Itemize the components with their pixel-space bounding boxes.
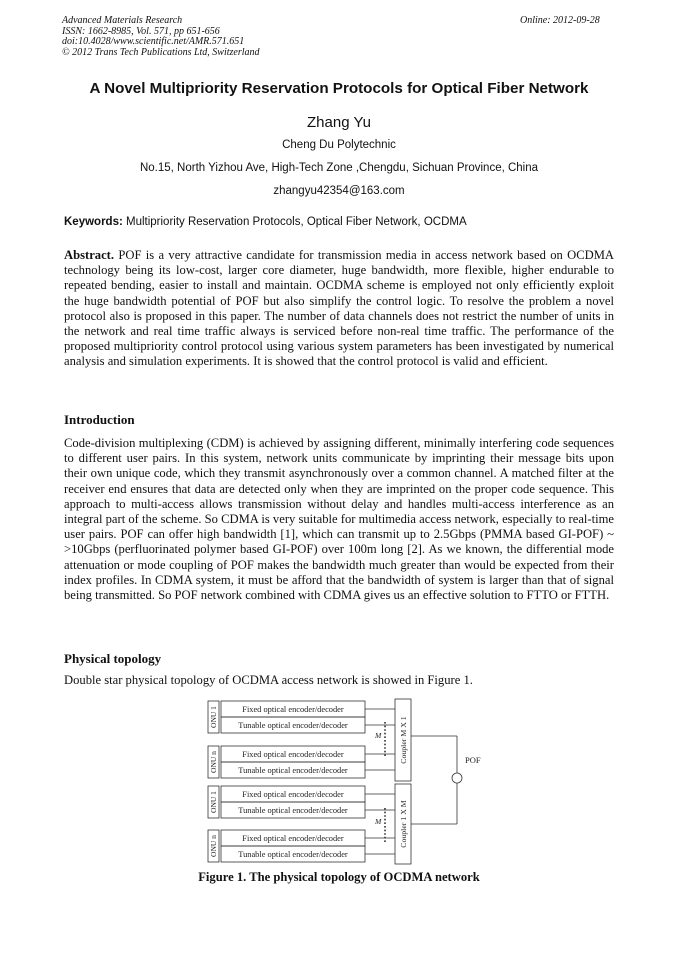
onu-label: ONU n xyxy=(209,835,218,857)
physical-topology-text: Double star physical topology of OCDMA access network is showed in Figure 1. xyxy=(64,673,473,687)
keywords-label: Keywords: xyxy=(64,216,123,228)
onu-label: ONU n xyxy=(209,751,218,773)
author-name: Zhang Yu xyxy=(307,114,371,131)
copyright-line: © 2012 Trans Tech Publications Ltd, Switzerland xyxy=(62,46,260,58)
fixed-encoder-label: Fixed optical encoder/decoder xyxy=(242,790,344,799)
pof-link xyxy=(411,736,481,824)
abstract xyxy=(64,248,614,370)
author-email: zhangyu42354@163.com xyxy=(273,185,405,197)
onu-unit xyxy=(208,830,365,862)
onu-label: ONU 1 xyxy=(209,791,218,813)
keywords xyxy=(64,216,467,228)
keywords-text: Multipriority Reservation Protocols, Optical Fiber Network, OCDMA xyxy=(126,216,467,228)
affiliation-institution: Cheng Du Polytechnic xyxy=(282,139,396,151)
figure-caption: Figure 1. The physical topology of OCDMA network xyxy=(198,870,480,884)
online-date: Online: 2012-09-28 xyxy=(520,15,600,26)
fixed-encoder-label: Fixed optical encoder/decoder xyxy=(242,834,344,843)
physical-topology-heading: Physical topology xyxy=(64,651,162,666)
affiliation-address: No.15, North Yizhou Ave, High-Tech Zone ,Chengdu, Sichuan Province, China xyxy=(139,162,539,174)
coupler-label: Coupler M X 1 xyxy=(399,716,408,764)
fixed-encoder-label: Fixed optical encoder/decoder xyxy=(242,750,344,759)
onu-group-top xyxy=(208,699,411,781)
tunable-encoder-label: Tunable optical encoder/decoder xyxy=(238,766,348,775)
onu-unit xyxy=(208,701,365,733)
abstract-label: Abstract. xyxy=(64,248,115,262)
issn-line: ISSN: 1662-8985, Vol. 571, pp 651-656 xyxy=(62,25,220,37)
abstract-text: POF is a very attractive candidate for transmission media in access network based on OCDMA technology being its low-cost, larger core diameter, huge bandwidth, more flexible, higher endurable to repeated bending, easier to install and maintain. OCDMA scheme is employed not only efficiently exploit the huge bandwidth potential of POF but also simplify the control logic. To resolve the problem a novel protocol also is proposed in this paper. The number of data channels does not restrict the number of units in the network and real time traffic always is serviced before non-real time traffic. The performance of the proposed multipriority control protocol using various system parameters has been investigated by numerical analysis and simulation experiments. It is showed that the control protocol is valid and efficient. xyxy=(64,248,614,369)
fixed-encoder-label: Fixed optical encoder/decoder xyxy=(242,705,344,714)
m-label: M xyxy=(375,731,382,740)
doi-line: doi:10.4028/www.scientific.net/AMR.571.651 xyxy=(62,36,245,47)
onu-unit xyxy=(208,786,365,818)
introduction-text: Code-division multiplexing (CDM) is achieved by assigning different, minimally interfering code sequences to different user pairs. In this system, network units communicate by imprinting their message bits upon their own unique code, which they transmit asynchronously over a common channel. A matched filter at the receiver end ensures that data are detected only when they are imprinted on the proper code sequence. This approach to multi-access allows transmission without delay and handles multi-access interference as an integral part of the scheme. So CDMA is very suitable for multimedia access network, especially to real-time user pairs. POF can offer high bandwidth [1], which can transmit up to 2.5Gbps (PMMA based GI-POF) ~ >10Gbps (perfluorinated polymer based GI-POF) over 100m long [2]. As we known, the differential mode attenuation or mode coupling of POF makes the bandwidth much greater than would be expected from their index profiles. In CDMA system, it must be afford that the bandwidth of system is larger than that of signal being transmitted. So POF network combined with CDMA gives us an effective solution to FTTO or FTTH. xyxy=(64,436,614,603)
m-label: M xyxy=(375,817,382,826)
topology-figure xyxy=(207,696,497,866)
paper-title: A Novel Multipriority Reservation Protocols for Optical Fiber Network xyxy=(89,80,589,97)
journal-name: Advanced Materials Research xyxy=(62,15,183,26)
journal-header xyxy=(62,16,260,58)
tunable-encoder-label: Tunable optical encoder/decoder xyxy=(238,850,348,859)
coupler-label: Coupler 1 X M xyxy=(399,800,408,848)
pof-label: POF xyxy=(465,755,481,765)
onu-label: ONU 1 xyxy=(209,706,218,728)
tunable-encoder-label: Tunable optical encoder/decoder xyxy=(238,721,348,730)
tunable-encoder-label: Tunable optical encoder/decoder xyxy=(238,806,348,815)
onu-unit xyxy=(208,746,365,778)
pof-spool xyxy=(452,773,462,783)
introduction-heading: Introduction xyxy=(64,412,135,427)
onu-group-bottom xyxy=(208,784,411,864)
